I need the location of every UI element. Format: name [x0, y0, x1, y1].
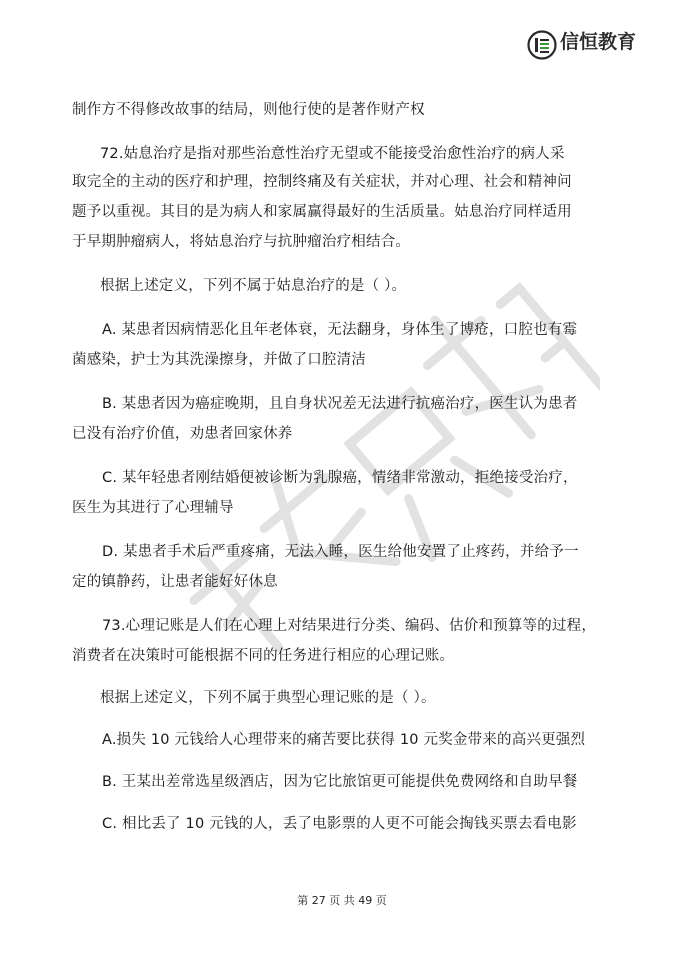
- text-line-6: 根据上述定义，下列不属于姑息治疗的是（ ）。: [100, 278, 407, 294]
- text-line-19: B. 王某出差常选星级酒店，因为它比旅馆更可能提供免费网络和自助早餐: [102, 774, 578, 790]
- text-line-14: 定的镇静药，让患者能好好休息: [72, 574, 278, 590]
- text-line-11: C. 某年轻患者刚结婚便被诊断为乳腺癌，情绪非常激动，拒绝接受治疗，: [102, 470, 578, 486]
- brand-logo: [527, 30, 636, 60]
- page-footer: 第 27 页 共 49 页: [297, 894, 387, 907]
- text-line-13: D. 某患者手术后严重疼痛，无法入睡，医生给他安置了止疼药，并给予一: [102, 544, 579, 560]
- logo-text: 信恒教育: [560, 30, 637, 53]
- text-line-15: 73.心理记账是人们在心理上对结果进行分类、编码、估价和预算等的过程，: [102, 618, 597, 634]
- text-line-5: 于早期肿瘤病人，将姑息治疗与抗肿瘤治疗相结合。: [72, 234, 411, 250]
- text-line-9: B. 某患者因为癌症晚期，且自身状况差无法进行抗癌治疗，医生认为患者: [102, 396, 578, 412]
- text-line-3: 取完全的主动的医疗和护理，控制终痛及有关症状，并对心理、社会和精神问: [72, 174, 572, 190]
- logo-mark-icon: [527, 30, 557, 60]
- text-line-8: 菌感染，护士为其洗澡擦身，并做了口腔清洁: [72, 352, 366, 368]
- text-line-2: 72.姑息治疗是指对那些治意性治疗无望或不能接受治愈性治疗的病人采: [100, 146, 565, 162]
- text-line-20: C. 相比丢了 10 元钱的人，丢了电影票的人更不可能会掏钱买票去看电影: [102, 816, 577, 832]
- text-line-12: 医生为其进行了心理辅导: [72, 500, 234, 516]
- logo-subtitle-graphic: [560, 54, 636, 59]
- text-line-10: 已没有治疗价值，劝患者回家休养: [72, 426, 293, 442]
- text-line-16: 消费者在决策时可能根据不同的任务进行相应的心理记账。: [72, 648, 455, 664]
- text-line-18: A.损失 10 元钱给人心理带来的痛苦要比获得 10 元奖金带来的高兴更强烈: [102, 732, 586, 748]
- text-line-1: 制作方不得修改故事的结局，则他行使的是著作财产权: [72, 102, 425, 118]
- text-line-4: 题予以重视。其目的是为病人和家属赢得最好的生活质量。姑息治疗同样适用: [72, 204, 572, 220]
- text-line-7: A. 某患者因病情恶化且年老体衰，无法翻身，身体生了博疮，口腔也有霉: [102, 322, 578, 338]
- text-line-17: 根据上述定义，下列不属于典型心理记账的是（ ）。: [100, 690, 436, 706]
